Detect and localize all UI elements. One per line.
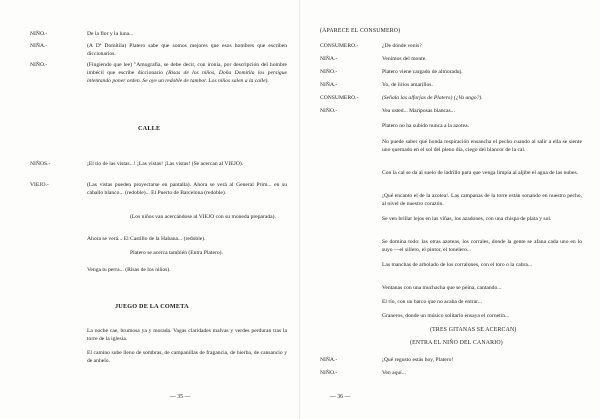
stage-heading: (APARECE EL CONSUMERO) (320, 28, 401, 34)
stage-direction: (Los niños van acercándose al VIEJO con su moneda preparada). (130, 214, 276, 220)
dialogue-text: (A Dª Domitila) Platero sabe que somos mejores que esos hombres que escriben diccionarios. (87, 43, 287, 58)
speaker-label: NIÑO.- (320, 370, 338, 376)
speaker-label: VIEJO.- (30, 182, 49, 188)
speaker-label: NIÑA.- (320, 56, 338, 62)
prose-paragraph: Graneros, donde un músico solitario ensaya el cornetín... (382, 313, 510, 319)
page-number: — 35 — (170, 394, 191, 400)
prose-paragraph: No puede saber qué honda respiración ensancha el pecho cuando al salir a ella se siente uno quemado en el sol del pleno día, ciego del blancor de la cal. (382, 139, 582, 154)
speaker-label: NIÑO.- (320, 108, 338, 114)
right-page (300, 0, 600, 419)
dialogue-text: Venimos del monte. (382, 56, 427, 62)
speaker-label: NIÑA.- (320, 82, 338, 88)
prose-paragraph: Se ven brillar lejos en las viñas, los azadones, con una chispa de plata y sol. (382, 216, 552, 222)
stage-direction: (Risas de los niños, Doña Domitila los persigue intentando poner orden. Se oye un redoble de tambor. Los niños salen a la calle). (87, 70, 287, 85)
scene-heading: JUEGO DE LA COMETA (115, 303, 189, 310)
dialogue-text: De la flor y la luna... (87, 31, 134, 37)
prose-paragraph: Platero no ha subido nunca a la azotea. (382, 123, 469, 129)
dialogue-text: Yo, de lirios amarillos. (382, 82, 433, 88)
speaker-label: NIÑOS.- (30, 161, 51, 167)
speaker-label: NIÑO.- (30, 62, 48, 68)
speaker-label: CONSUMERO.- (320, 43, 359, 49)
prose-paragraph: La noche cae, brumosa ya y morada. Vagas claridades malvas y verdes perduran tras la torre de la iglesia. (87, 328, 287, 343)
dialogue-text: Ahora se verá... El Castillo de la Habana... (redoble). (87, 236, 206, 242)
speaker-label: NIÑA.- (30, 43, 48, 49)
dialogue-text: (Fingiendo que lee) "Amografía, se debe decir, con ironía, por descripción del hombre imbécil que escribe diccionario (Risas de los niños, Doña Domitila los persigue intentando poner orden. Se oye un redoble de tambor. Los niños salen a la calle). (87, 62, 287, 85)
scene-heading: CALLE (138, 125, 161, 132)
speaker-label: NIÑO.- (320, 69, 338, 75)
dialogue-text: (Las vistas pueden proyectarse en pantalla). Ahora se verá al General Prim... en su caballo blanco... (redoble)... El Puerto de Barcelona (redoble). (87, 182, 287, 197)
prose-paragraph: Con la cal se da al suelo de ladrillo para que venga limpia al aljibe el agua de las nubes. (382, 170, 579, 176)
stage-direction: Platero se acerca también (Entra Platero). (130, 250, 223, 256)
dialogue-text: Venga tu perra... (Risas de los niños). (87, 267, 171, 273)
prose-paragraph: Se domina todo: las otras azoteas, los corrales, donde la gente se afana cada uno en lo suyo —el sillero, el pintor, el tonelero... (382, 239, 582, 254)
stage-direction: (Señala las alforjas de Platero) (¿Va ungo?). (382, 95, 483, 101)
prose-paragraph: El camino sube lleno de sombras, de campanillas de fragancia, de hierba, de cansancio y de anhelo. (87, 350, 287, 365)
prose-paragraph: El río, con un barco que no acaba de entrar... (382, 299, 482, 305)
prose-paragraph: ¡Qué encanto el de la azotea!. Las campanas de la torre están sonando en nuestro pecho, al nivel de nuestro corazón. (382, 193, 582, 208)
speaker-label: NIÑO.- (30, 31, 48, 37)
prose-paragraph: Las manchas de arbolado de los corralones, con el toro o la cabra... (382, 262, 533, 268)
dialogue-text: Platero viene cargado de almoraduj. (382, 69, 463, 75)
speaker-label: CONSUMERO.- (320, 95, 359, 101)
dialogue-text: ¡Qué regusto estás hoy, Platero! (382, 357, 454, 363)
stage-heading: (ENTRA EL NIÑO DEL CANARIO) (410, 340, 503, 346)
dialogue-text: ¡El tío de las vistas...! ¡Las vistas! ¡Las vistas! (Se acercan al VIEJO). (87, 161, 244, 167)
prose-paragraph: Ventanas con una muchacha que se peina, cantando... (382, 285, 502, 291)
page-number: — 36 — (330, 394, 351, 400)
dialogue-text: Vea usted... Mariposas blancas... (382, 108, 455, 114)
stage-heading: (TRES GITANAS SE ACERCAN) (430, 327, 517, 333)
speaker-label: NIÑA.- (320, 357, 338, 363)
dialogue-text: Ven aquí... (382, 370, 406, 376)
dialogue-text: ¿De dónde venís? (382, 43, 422, 49)
